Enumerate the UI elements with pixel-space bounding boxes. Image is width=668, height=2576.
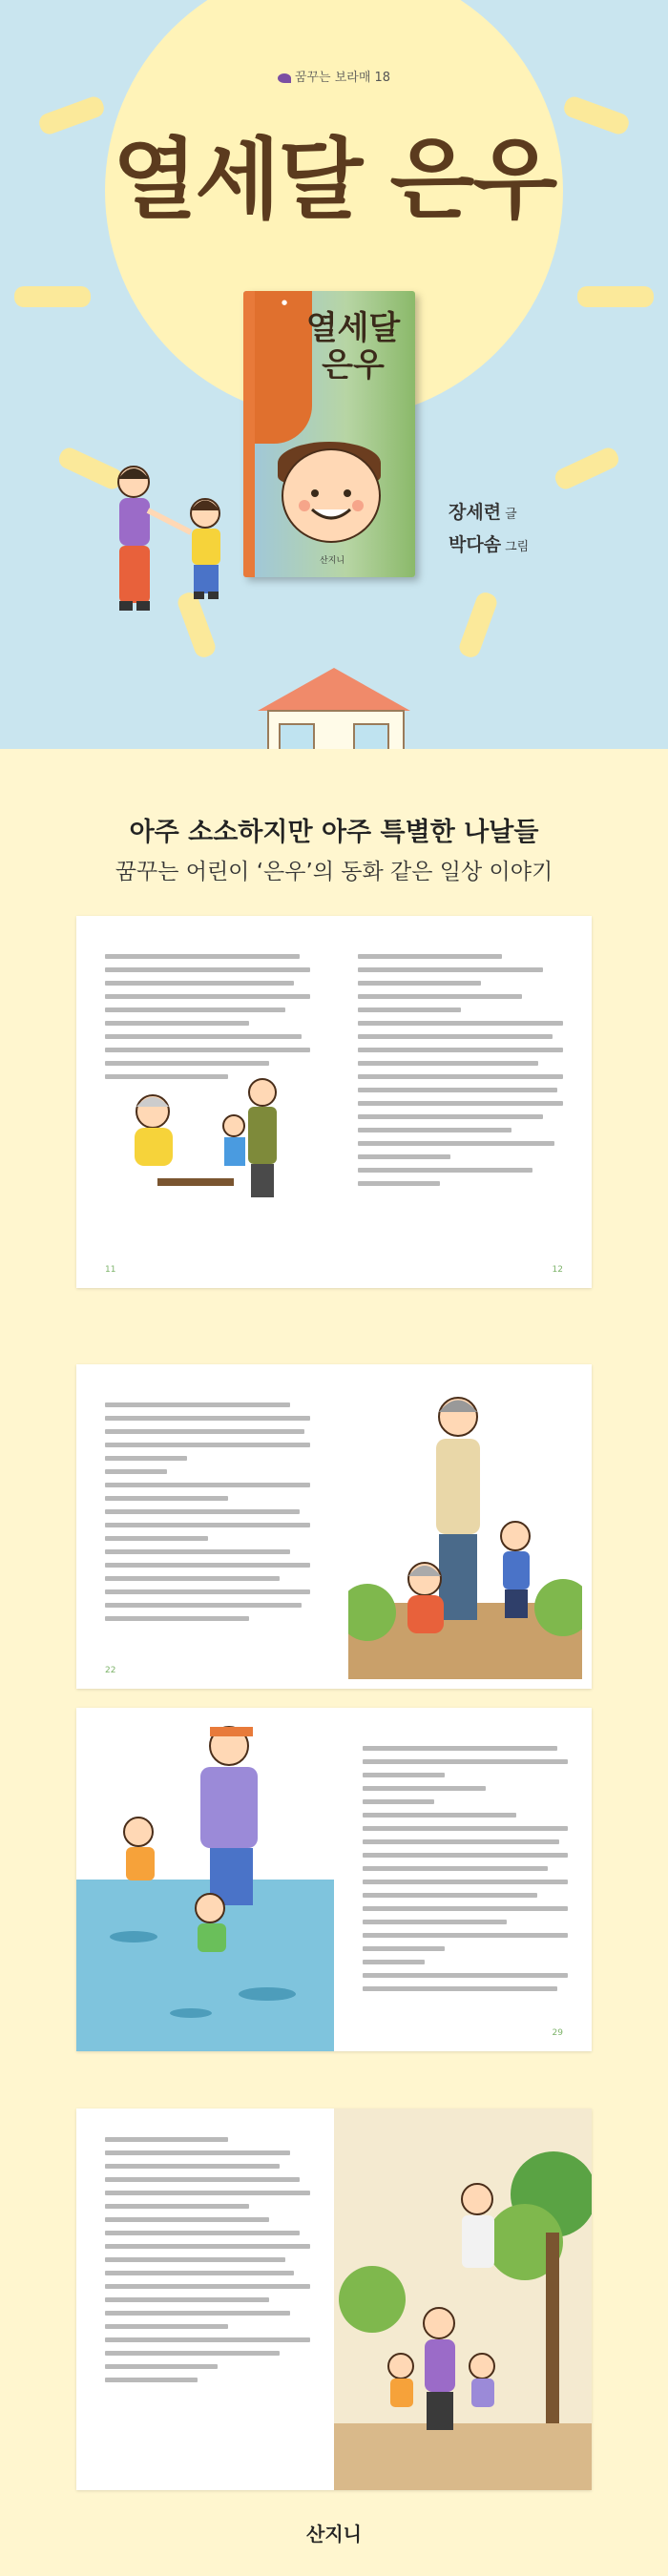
text-line xyxy=(105,1456,187,1461)
page-number: 29 xyxy=(552,2028,563,2038)
text-line xyxy=(363,1946,445,1951)
text-line xyxy=(105,2311,290,2316)
sun-ray xyxy=(577,286,654,307)
text-line xyxy=(105,1021,249,1026)
text-line xyxy=(358,994,522,999)
text-line xyxy=(363,1759,568,1764)
text-line xyxy=(105,994,310,999)
series-label-text: 꿈꾸는 보라매 18 xyxy=(294,71,391,85)
text-column xyxy=(105,2137,310,2391)
text-line xyxy=(363,1866,548,1871)
illustrator-credit xyxy=(449,529,529,561)
series-label xyxy=(0,67,668,85)
grandparents-illustration xyxy=(110,1069,310,1212)
credits xyxy=(449,496,529,562)
text-line xyxy=(105,2351,280,2356)
text-line xyxy=(363,1826,568,1831)
text-line xyxy=(363,1813,516,1818)
page-number: 22 xyxy=(105,1666,116,1675)
intro-headline: 아주 소소하지만 아주 특별한 나날들 xyxy=(129,818,539,847)
text-line xyxy=(105,2364,218,2369)
text-line xyxy=(363,1973,568,1978)
text-line xyxy=(358,967,543,972)
text-line xyxy=(105,2284,310,2289)
series-logo-icon xyxy=(278,73,291,83)
text-column xyxy=(358,954,563,1195)
book-cover-face xyxy=(282,448,381,543)
page-title: 열세달 은우 xyxy=(112,128,556,231)
text-line xyxy=(105,1549,290,1554)
text-line xyxy=(105,2164,280,2169)
text-line xyxy=(358,1048,563,1052)
text-line xyxy=(105,2137,228,2142)
text-line xyxy=(363,1906,568,1911)
text-line xyxy=(358,1034,553,1039)
text-line xyxy=(105,2191,310,2195)
grandparents-and-child-illustration xyxy=(348,1374,582,1679)
sun-ray xyxy=(14,286,91,307)
text-line xyxy=(105,1616,249,1621)
text-line xyxy=(105,954,300,959)
illustrator-name: 박다솜 xyxy=(449,534,502,556)
book-spread xyxy=(76,916,592,1288)
author-role: 글 xyxy=(505,508,517,522)
author-name: 장세련 xyxy=(449,502,502,523)
text-line xyxy=(105,1469,167,1474)
text-line xyxy=(105,2378,198,2382)
text-line xyxy=(105,1034,302,1039)
text-line xyxy=(105,1576,280,1581)
text-line xyxy=(105,2150,290,2155)
text-line xyxy=(105,2257,285,2262)
text-line xyxy=(105,2324,228,2329)
text-line xyxy=(105,2337,310,2342)
text-line xyxy=(105,1603,302,1608)
text-line xyxy=(105,2177,300,2182)
intro-subheadline: 꿈꾸는 어린이 ‘은우’의 동화 같은 일상 이야기 xyxy=(115,860,553,884)
text-line xyxy=(363,1960,425,1964)
text-line xyxy=(105,981,294,986)
family-walk-illustration xyxy=(334,2109,592,2490)
text-line xyxy=(358,1168,532,1173)
text-line xyxy=(358,1114,543,1119)
text-line xyxy=(358,1101,563,1106)
text-line xyxy=(105,1416,310,1421)
text-line xyxy=(363,1746,557,1751)
book-cover-title: 열세달 은우 xyxy=(305,309,401,385)
page-number: 12 xyxy=(552,1265,563,1275)
text-line xyxy=(363,1986,557,1991)
text-line xyxy=(358,1008,461,1012)
text-line xyxy=(105,2297,269,2302)
text-line xyxy=(358,1141,554,1146)
text-line xyxy=(363,1786,486,1791)
text-line xyxy=(105,1008,285,1012)
text-line xyxy=(363,1839,559,1844)
text-line xyxy=(358,1074,563,1079)
text-line xyxy=(363,1799,434,1804)
text-line xyxy=(105,2244,310,2249)
page-number: 11 xyxy=(105,1265,116,1275)
text-line xyxy=(358,1061,538,1066)
text-line xyxy=(358,1021,563,1026)
mother-and-child-illustration xyxy=(91,458,253,630)
text-line xyxy=(105,1483,310,1487)
book-spread xyxy=(76,2109,592,2490)
publisher-logo: 산지니 xyxy=(306,2523,362,2545)
book-cover-series: ● xyxy=(282,299,288,306)
text-line xyxy=(358,981,481,986)
text-column xyxy=(105,954,310,1088)
text-line xyxy=(105,1563,310,1568)
text-line xyxy=(105,1496,228,1501)
text-line xyxy=(105,1536,208,1541)
text-line xyxy=(105,2271,294,2275)
text-line xyxy=(363,1773,445,1777)
text-line xyxy=(105,2231,300,2235)
text-line xyxy=(105,1509,300,1514)
text-line xyxy=(105,1589,310,1594)
text-line xyxy=(363,1880,568,1884)
text-line xyxy=(105,1061,269,1066)
book-spread xyxy=(76,1364,592,1689)
text-line xyxy=(363,1933,568,1938)
text-line xyxy=(105,967,310,972)
river-play-illustration xyxy=(76,1708,334,2051)
text-column xyxy=(363,1746,568,2000)
text-column xyxy=(105,1402,310,1630)
text-line xyxy=(105,1429,304,1434)
house-roof xyxy=(258,668,410,711)
text-line xyxy=(105,2217,269,2222)
text-line xyxy=(358,1181,440,1186)
illustrator-role: 그림 xyxy=(505,540,530,555)
text-line xyxy=(363,1920,507,1924)
text-line xyxy=(363,1853,568,1858)
text-line xyxy=(105,2204,249,2209)
text-line xyxy=(363,1893,537,1898)
smile-face-icon xyxy=(283,450,379,541)
text-line xyxy=(105,1443,310,1447)
author-credit xyxy=(449,496,529,529)
book-spread xyxy=(76,1708,592,2051)
text-line xyxy=(358,1088,557,1092)
text-line xyxy=(105,1402,290,1407)
book-cover xyxy=(243,291,415,577)
text-line xyxy=(358,954,502,959)
text-line xyxy=(358,1128,511,1132)
text-line xyxy=(105,1048,310,1052)
text-line xyxy=(105,1523,310,1527)
book-cover-publisher: 산지니 xyxy=(320,556,345,566)
text-line xyxy=(358,1154,450,1159)
